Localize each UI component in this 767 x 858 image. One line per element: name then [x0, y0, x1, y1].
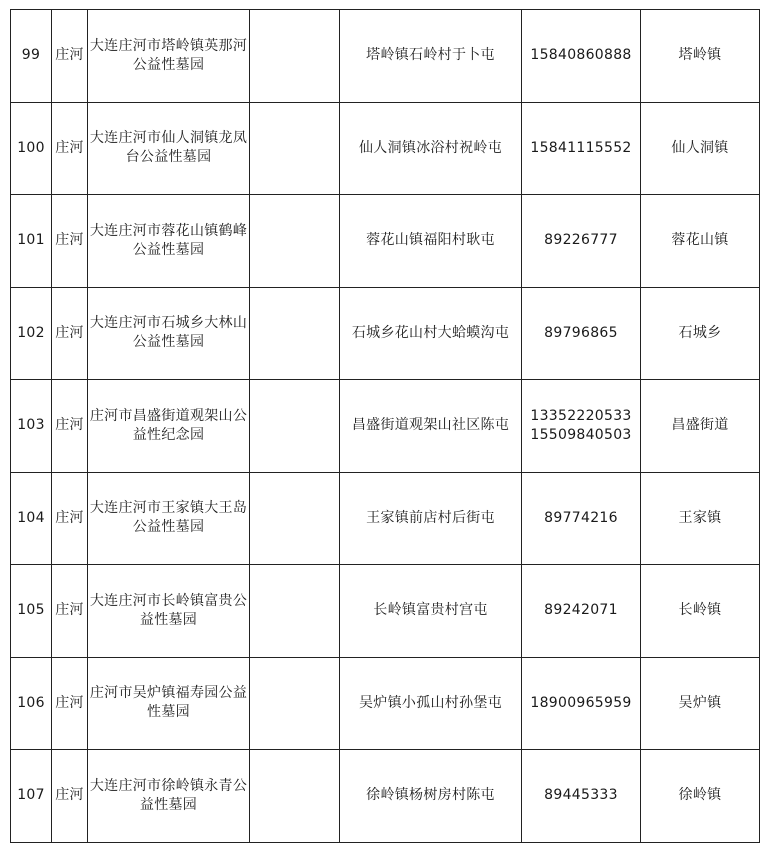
phone-number: 89774216 — [544, 509, 618, 526]
table-row — [11, 565, 760, 658]
blank-cell — [250, 657, 340, 750]
table-body — [11, 10, 760, 843]
town-cell: 仙人洞镇 — [641, 102, 760, 195]
address-cell: 徐岭镇杨树房村陈屯 — [340, 750, 522, 843]
county-cell: 庄河 — [52, 472, 88, 565]
cemetery-name-cell: 庄河市吴炉镇福寿园公益性墓园 — [88, 657, 250, 750]
county-cell: 庄河 — [52, 102, 88, 195]
address-cell: 吴炉镇小孤山村孙堡屯 — [340, 657, 522, 750]
phone-number: 15840860888 — [530, 47, 632, 64]
table-row — [11, 750, 760, 843]
address-cell: 仙人洞镇冰浴村祝岭屯 — [340, 102, 522, 195]
county-cell: 庄河 — [52, 380, 88, 473]
table-row — [11, 195, 760, 288]
phone-number: 15841115552 — [530, 139, 632, 156]
phone-cell — [522, 10, 641, 103]
cemetery-name-cell: 大连庄河市徐岭镇永青公益性墓园 — [88, 750, 250, 843]
row-number: 101 — [11, 195, 52, 288]
blank-cell — [250, 287, 340, 380]
phone-number: 13352220533 — [530, 407, 632, 424]
town-cell: 王家镇 — [641, 472, 760, 565]
blank-cell — [250, 195, 340, 288]
row-number: 103 — [11, 380, 52, 473]
phone-number: 18900965959 — [530, 694, 632, 711]
address-cell: 石城乡花山村大蛤蟆沟屯 — [340, 287, 522, 380]
phone-cell — [522, 657, 641, 750]
phone-number: 89796865 — [544, 324, 618, 341]
address-cell: 昌盛街道观架山社区陈屯 — [340, 380, 522, 473]
town-cell: 徐岭镇 — [641, 750, 760, 843]
row-number: 105 — [11, 565, 52, 658]
table-row — [11, 657, 760, 750]
town-cell: 蓉花山镇 — [641, 195, 760, 288]
row-number: 102 — [11, 287, 52, 380]
row-number: 106 — [11, 657, 52, 750]
row-number: 99 — [11, 10, 52, 103]
row-number: 107 — [11, 750, 52, 843]
county-cell: 庄河 — [52, 657, 88, 750]
town-cell: 石城乡 — [641, 287, 760, 380]
blank-cell — [250, 472, 340, 565]
cemetery-name-cell: 大连庄河市王家镇大王岛公益性墓园 — [88, 472, 250, 565]
cemetery-name-cell: 大连庄河市长岭镇富贵公益性墓园 — [88, 565, 250, 658]
cemetery-name-cell: 大连庄河市塔岭镇英那河公益性墓园 — [88, 10, 250, 103]
phone-number: 89242071 — [544, 602, 618, 619]
blank-cell — [250, 102, 340, 195]
address-cell: 王家镇前店村后街屯 — [340, 472, 522, 565]
phone-cell — [522, 380, 641, 473]
town-cell: 吴炉镇 — [641, 657, 760, 750]
phone-cell — [522, 565, 641, 658]
blank-cell — [250, 565, 340, 658]
county-cell: 庄河 — [52, 565, 88, 658]
phone-cell — [522, 750, 641, 843]
county-cell: 庄河 — [52, 287, 88, 380]
address-cell: 塔岭镇石岭村于卜屯 — [340, 10, 522, 103]
cemetery-name-cell: 大连庄河市蓉花山镇鹤峰公益性墓园 — [88, 195, 250, 288]
cemetery-name-cell: 大连庄河市石城乡大林山公益性墓园 — [88, 287, 250, 380]
blank-cell — [250, 10, 340, 103]
phone-cell — [522, 102, 641, 195]
blank-cell — [250, 750, 340, 843]
county-cell: 庄河 — [52, 195, 88, 288]
county-cell: 庄河 — [52, 750, 88, 843]
table-row — [11, 472, 760, 565]
address-cell: 长岭镇富贵村宫屯 — [340, 565, 522, 658]
town-cell: 长岭镇 — [641, 565, 760, 658]
row-number: 104 — [11, 472, 52, 565]
phone-number: 89445333 — [544, 787, 618, 804]
table-row — [11, 380, 760, 473]
phone-number: 89226777 — [544, 232, 618, 249]
phone-cell — [522, 472, 641, 565]
town-cell: 昌盛街道 — [641, 380, 760, 473]
county-cell: 庄河 — [52, 10, 88, 103]
town-cell: 塔岭镇 — [641, 10, 760, 103]
table-row — [11, 102, 760, 195]
address-cell: 蓉花山镇福阳村耿屯 — [340, 195, 522, 288]
table-row — [11, 10, 760, 103]
cemetery-name-cell: 庄河市昌盛街道观架山公益性纪念园 — [88, 380, 250, 473]
table-row — [11, 287, 760, 380]
phone-cell — [522, 195, 641, 288]
phone-cell — [522, 287, 641, 380]
cemetery-name-cell: 大连庄河市仙人洞镇龙凤台公益性墓园 — [88, 102, 250, 195]
row-number: 100 — [11, 102, 52, 195]
blank-cell — [250, 380, 340, 473]
phone-number: 15509840503 — [530, 426, 632, 443]
cemetery-table — [10, 9, 760, 843]
